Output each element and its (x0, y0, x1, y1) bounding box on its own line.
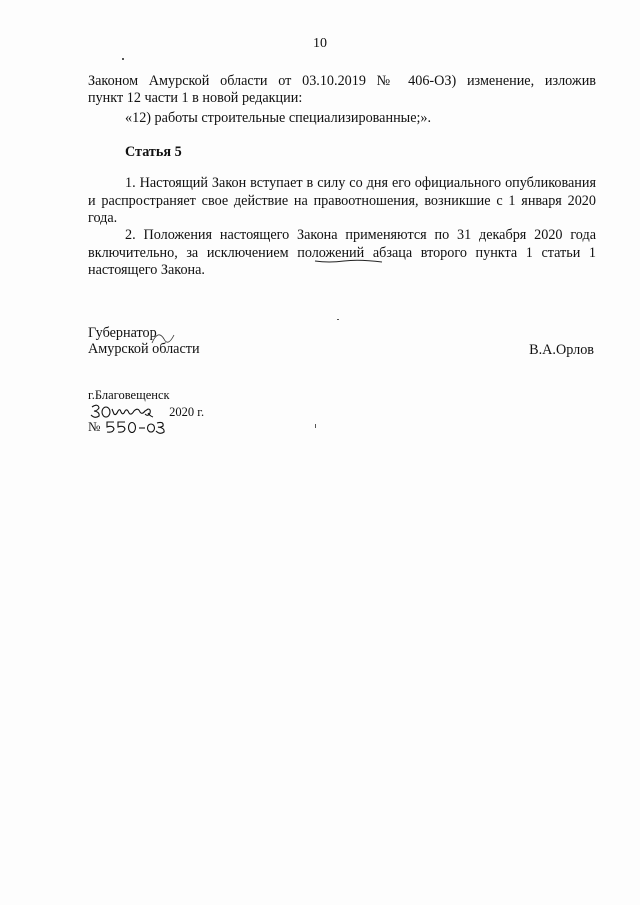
handwritten-law-number (104, 419, 174, 435)
article-heading: Статья 5 (125, 144, 182, 160)
pen-underline-mark (314, 256, 384, 264)
number-sign: № (88, 419, 101, 434)
article-paragraph-2: 2. Положения настоящего Закона применяются по 31 декабря 2020 года включительно, за исключением положений абзаца второго пункта 1 статьи 1 настоящего Закона. (88, 227, 596, 278)
date-year: 2020 г. (169, 405, 205, 419)
signature-mark (148, 325, 188, 355)
intro-line-2: пункт 12 части 1 в новой редакции: (88, 90, 303, 106)
amendment-quote: «12) работы строительные специализированные;». (125, 110, 432, 126)
law-number-line (88, 419, 174, 437)
article-paragraph-1: 1. Настоящий Закон вступает в силу со дня его официального опубликования и распространяет свое действие на правоотношения, возникшие с 1 января 2020 года. (88, 175, 596, 226)
handwritten-date (88, 403, 166, 419)
scan-dot (337, 319, 339, 320)
scan-dot (122, 58, 124, 60)
page-number: 10 (313, 36, 327, 51)
scan-dot (315, 424, 316, 428)
intro-line-1: Законом Амурской области от 03.10.2019 № 406-ОЗ) изменение, изложив (88, 73, 596, 89)
signer-name: В.А.Орлов (529, 342, 594, 358)
city-name: г.Благовещенск (88, 388, 170, 402)
handwritten-date-text: 30 июня (88, 403, 92, 404)
governor-title-line-1: Губернатор (88, 325, 157, 341)
governor-title-line-2: Амурской области (88, 341, 200, 357)
handwritten-number-text: 550-ОЗ (103, 419, 107, 420)
